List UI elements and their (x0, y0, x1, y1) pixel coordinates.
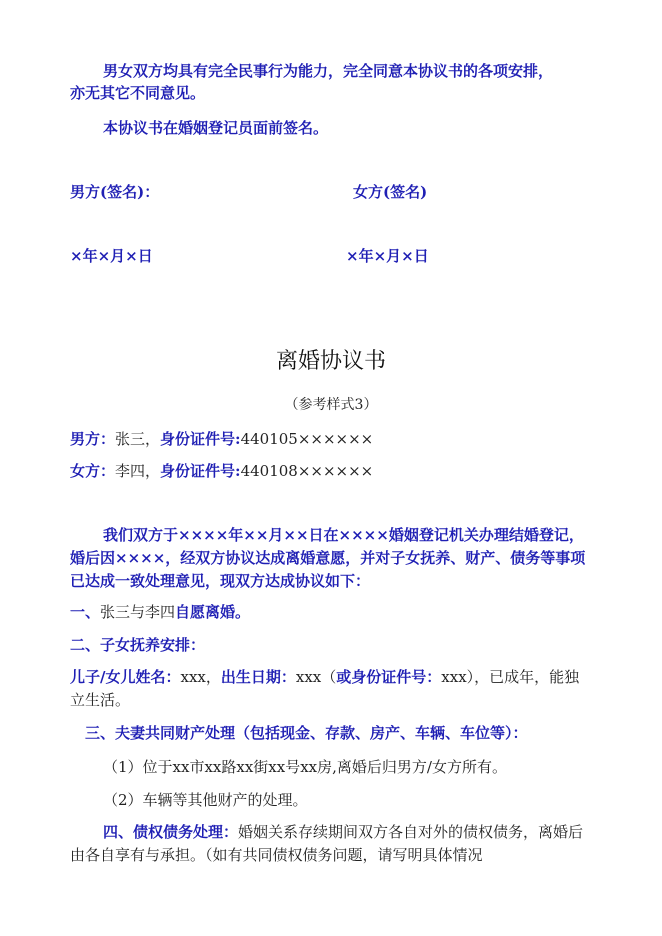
male-id-value: 440105×××××× (240, 430, 374, 448)
female-party-line (70, 460, 373, 481)
item-3-1: （1）位于xx市xx路xx街xx号xx房,离婚后归男方/女方所有。 (103, 758, 507, 776)
item1-prefix: 一、 (70, 603, 101, 621)
female-label: 女方： (70, 462, 116, 480)
male-name: 张三， (115, 430, 161, 448)
date-right: ×年×月×日 (346, 247, 429, 265)
birth-value: xxx（ (295, 668, 337, 686)
female-id-value: 440108×××××× (240, 462, 374, 480)
item1-suffix: 自愿离婚。 (175, 603, 251, 621)
page-title: 离婚协议书 (275, 349, 386, 374)
signing-note: 本协议书在婚姻登记员面前签名。 (103, 119, 329, 137)
item1-names: 张三与李四 (100, 603, 176, 621)
intro-paragraph: 我们双方于××××年××月××日在××××婚姻登记机关办理结婚登记，婚后因××××，经双方协议达成离婚意愿，并对子女抚养、财产、债务等事项已达成一致处理意见，现双方达成协议如下： (70, 526, 586, 590)
child-label: 儿子/女儿姓名： (70, 668, 181, 686)
birth-label: 出生日期： (220, 668, 296, 686)
male-id-label: 身份证件号: (160, 430, 241, 448)
child-paragraph (70, 666, 594, 712)
female-signature-label: 女方(签名) (353, 183, 428, 201)
male-party-line (70, 428, 373, 449)
item-3: 三、夫妻共同财产处理（包括现金、存款、房产、车辆、车位等）： (85, 724, 528, 742)
female-name: 李四， (115, 462, 161, 480)
item4-label: 四、债权债务处理： (103, 823, 239, 841)
item-4-paragraph (70, 821, 594, 867)
male-signature-label: 男方(签名)： (70, 183, 160, 201)
page-subtitle: （参考样式3） (284, 397, 378, 413)
agreement-paragraph-line2: 亦无其它不同意见。 (70, 84, 206, 102)
item-1 (70, 601, 250, 622)
female-id-label: 身份证件号: (160, 462, 241, 480)
item-3-2: （2）车辆等其他财产的处理。 (103, 791, 308, 809)
male-label: 男方： (70, 430, 116, 448)
id-value: xxx），已成年，能独立生活。 (70, 668, 580, 709)
item4-text: 婚姻关系存续期间双方各自对外的债权债务，离婚后由各自享有与承担。（如有共同债权债务问题，请写明具体情况 (70, 823, 584, 864)
agreement-paragraph-line1: 男女双方均具有完全民事行为能力，完全同意本协议书的各项安排， (103, 62, 554, 80)
date-left: ×年×月×日 (70, 247, 153, 265)
item-2: 二、子女抚养安排： (70, 636, 206, 654)
id-label: 或身份证件号： (336, 668, 442, 686)
child-name: xxx， (180, 668, 221, 686)
